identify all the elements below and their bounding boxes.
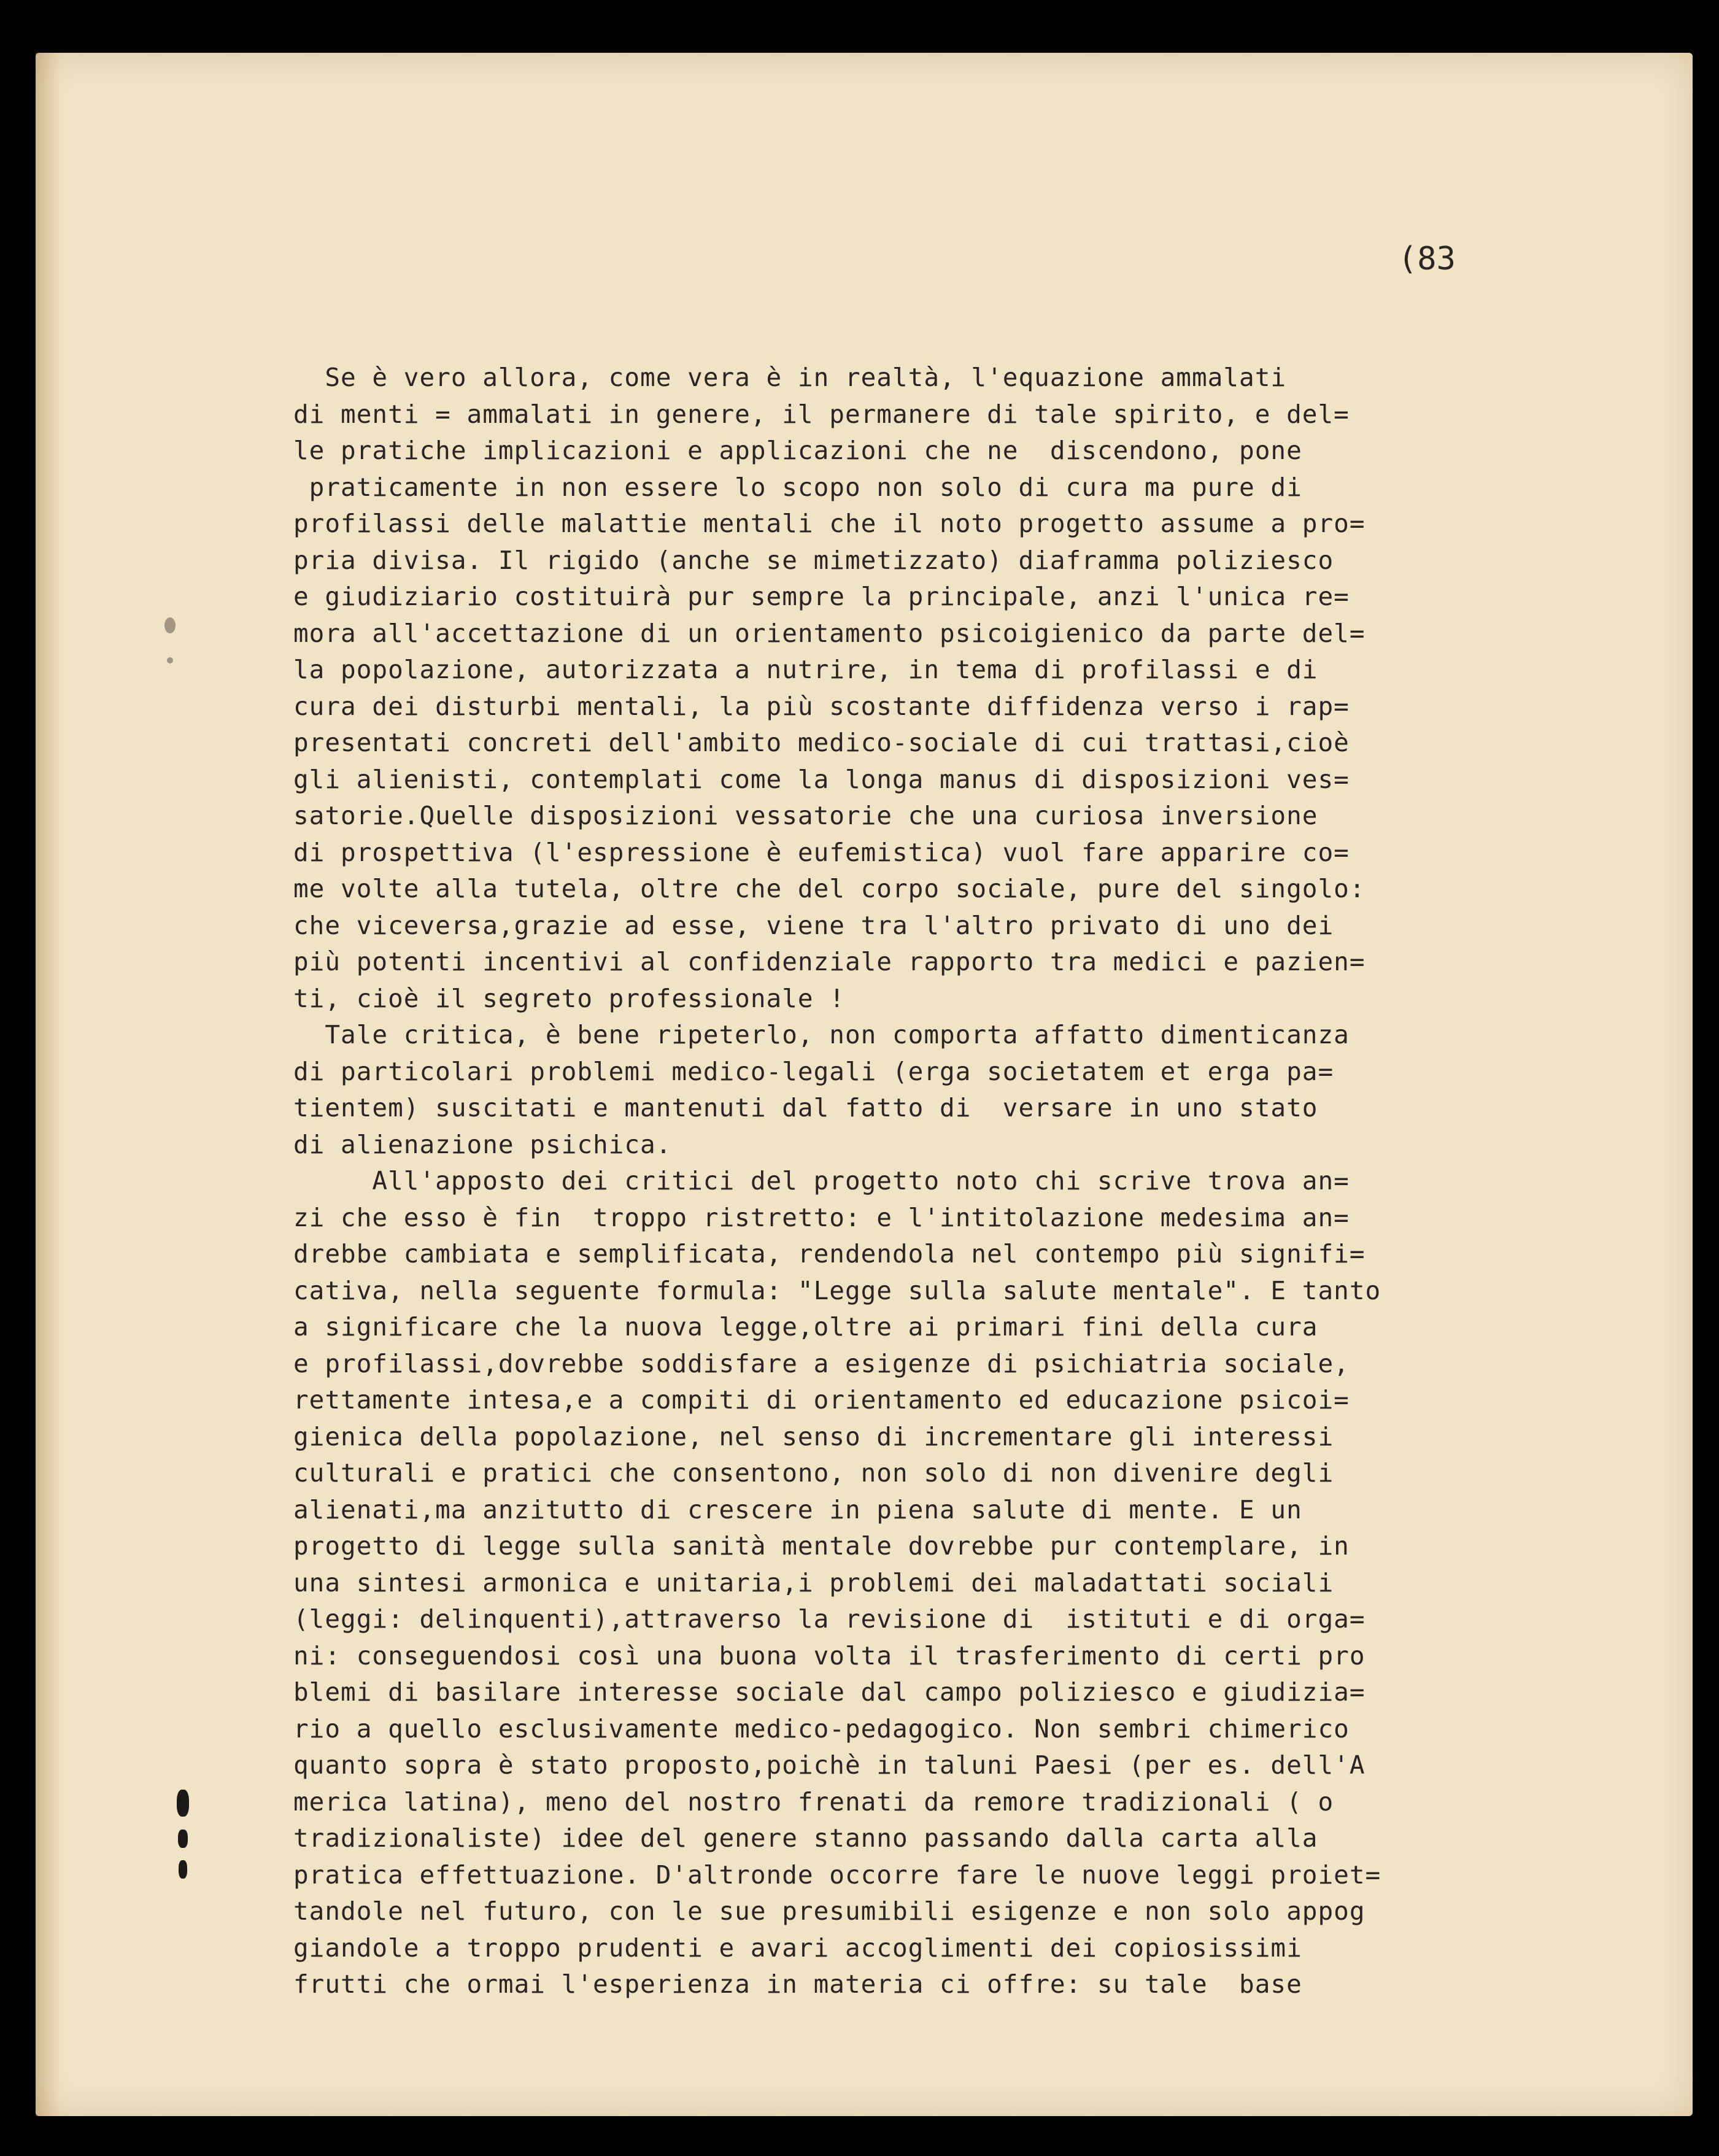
text-line: di particolari problemi medico-legali (erga societatem et erga pa=	[293, 1056, 1334, 1086]
text-line: drebbe cambiata e semplificata, rendendola nel contempo più signifi=	[293, 1239, 1366, 1269]
text-line: ti, cioè il segreto professionale !	[293, 983, 845, 1013]
punch-hole-mark	[178, 1830, 188, 1848]
body-text	[293, 360, 1631, 2003]
page-number: (83	[1398, 241, 1456, 277]
text-line: frutti che ormai l'esperienza in materia ci offre: su tale base	[293, 1969, 1302, 1999]
text-line: profilassi delle malattie mentali che il noto progetto assume a pro=	[293, 509, 1366, 538]
text-line: blemi di basilare interesse sociale dal campo poliziesco e giudizia=	[293, 1677, 1366, 1707]
text-line: le pratiche implicazioni e applicazioni che ne discendono, pone	[293, 436, 1302, 465]
text-line: giandole a troppo prudenti e avari accoglimenti dei copiosissimi	[293, 1933, 1302, 1963]
text-line: tientem) suscitati e mantenuti dal fatto di versare in uno stato	[293, 1093, 1318, 1122]
text-line: pratica effettuazione. D'altronde occorre fare le nuove leggi proiet=	[293, 1860, 1381, 1890]
text-line: alienati,ma anzitutto di crescere in piena salute di mente. E un	[293, 1494, 1302, 1524]
text-line: una sintesi armonica e unitaria,i problemi dei maladattati sociali	[293, 1567, 1334, 1598]
text-line: la popolazione, autorizzata a nutrire, in tema di profilassi e di	[293, 655, 1318, 684]
text-line: di prospettiva (l'espressione è eufemistica) vuol fare apparire co=	[293, 837, 1350, 867]
text-line: ni: conseguendosi così una buona volta il trasferimento di certi pro	[293, 1640, 1366, 1671]
text-line: a significare che la nuova legge,oltre ai primari fini della cura	[293, 1312, 1318, 1342]
text-line: quanto sopra è stato proposto,poichè in taluni Paesi (per es. dell'A	[293, 1750, 1366, 1780]
text-line: gli alienisti, contemplati come la longa manus di disposizioni ves=	[293, 764, 1350, 794]
paper-speck	[164, 617, 176, 633]
text-line: cura dei disturbi mentali, la più scostante diffidenza verso i rap=	[293, 691, 1350, 721]
text-line: All'apposto dei critici del progetto noto chi scrive trova an=	[293, 1166, 1350, 1196]
text-line: praticamente in non essere lo scopo non solo di cura ma pure di	[293, 472, 1302, 502]
text-line: più potenti incentivi al confidenziale rapporto tra medici e pazien=	[293, 947, 1366, 976]
text-line: tradizionaliste) idee del genere stanno passando dalla carta alla	[293, 1823, 1318, 1853]
text-line: mora all'accettazione di un orientamento psicoigienico da parte del=	[293, 618, 1366, 648]
text-line: pria divisa. Il rigido (anche se mimetizzato) diaframma poliziesco	[293, 545, 1334, 575]
text-line: Se è vero allora, come vera è in realtà, l'equazione ammalati	[293, 363, 1287, 392]
text-line: cativa, nella seguente formula: "Legge sulla salute mentale". E tanto	[293, 1275, 1381, 1305]
text-line: (leggi: delinquenti),attraverso la revisione di istituti e di orga=	[293, 1604, 1366, 1634]
punch-hole-mark	[179, 1860, 187, 1879]
text-line: di menti = ammalati in genere, il permanere di tale spirito, e del=	[293, 399, 1350, 429]
text-line: satorie.Quelle disposizioni vessatorie che una curiosa inversione	[293, 801, 1318, 830]
text-line: tandole nel futuro, con le sue presumibili esigenze e non solo appog	[293, 1896, 1366, 1926]
text-line: me volte alla tutela, oltre che del corpo sociale, pure del singolo:	[293, 874, 1366, 903]
text-line: culturali e pratici che consentono, non solo di non divenire degli	[293, 1458, 1334, 1488]
typewritten-page	[36, 53, 1693, 2116]
text-line: progetto di legge sulla sanità mentale dovrebbe pur contemplare, in	[293, 1531, 1350, 1561]
text-line: e giudiziario costituirà pur sempre la principale, anzi l'unica re=	[293, 582, 1350, 611]
text-line: presentati concreti dell'ambito medico-sociale di cui trattasi,cioè	[293, 728, 1350, 757]
text-line: Tale critica, è bene ripeterlo, non comporta affatto dimenticanza	[293, 1020, 1350, 1049]
paper-speck	[167, 657, 173, 663]
text-line: zi che esso è fin troppo ristretto: e l'intitolazione medesima an=	[293, 1202, 1350, 1232]
text-line: che viceversa,grazie ad esse, viene tra l'altro privato di uno dei	[293, 910, 1334, 940]
text-line: e profilassi,dovrebbe soddisfare a esigenze di psichiatria sociale,	[293, 1348, 1350, 1378]
punch-hole-mark	[177, 1790, 189, 1817]
text-line: di alienazione psichica.	[293, 1129, 672, 1159]
text-line: merica latina), meno del nostro frenati da remore tradizionali ( o	[293, 1787, 1334, 1817]
text-line: gienica della popolazione, nel senso di incrementare gli interessi	[293, 1421, 1334, 1451]
text-line: rio a quello esclusivamente medico-pedagogico. Non sembri chimerico	[293, 1714, 1350, 1744]
text-line: rettamente intesa,e a compiti di orientamento ed educazione psicoi=	[293, 1385, 1350, 1415]
